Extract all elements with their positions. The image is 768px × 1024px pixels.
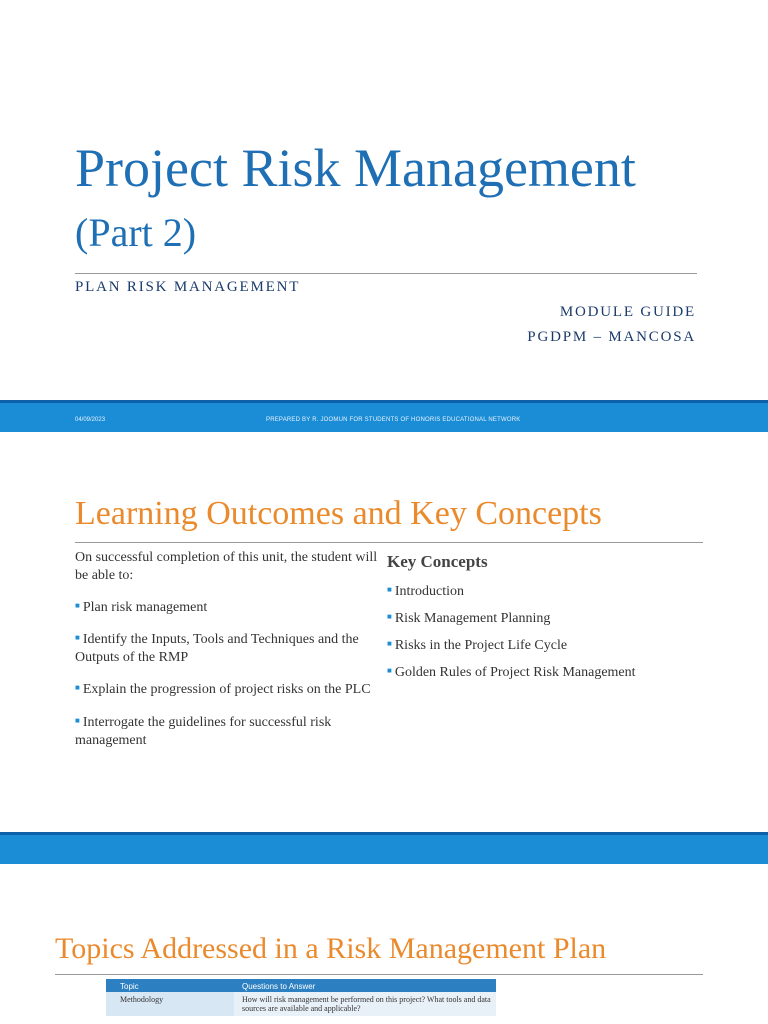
outcomes-intro: On successful completion of this unit, the student will be able to: (75, 550, 378, 583)
title-suffix: (Part 2) (75, 210, 197, 255)
table-cell-topic: Methodology (106, 992, 234, 1016)
slide2-footer-band (0, 832, 768, 864)
footer-band-edge (0, 832, 768, 835)
table-cell-question: How will risk management be performed on this project? What tools and data sources are available and applicable? (234, 992, 496, 1016)
table-header-topic: Topic (106, 979, 234, 992)
square-bullet-icon: ■ (75, 633, 80, 643)
topics-divider (55, 974, 703, 975)
square-bullet-icon: ■ (75, 715, 80, 725)
program-label: PGDPM – MANCOSA (527, 329, 696, 345)
title-main: Project Risk Management (75, 138, 636, 198)
key-concept-item: ■ Risks in the Project Life Cycle (387, 638, 568, 653)
table-row (106, 992, 496, 1016)
square-bullet-icon: ■ (387, 666, 392, 676)
outcome-item: ■ Plan risk management (75, 600, 208, 616)
footer-band-edge (0, 400, 768, 403)
slide-title-heading (75, 138, 715, 263)
table-header-questions: Questions to Answer (234, 979, 496, 992)
square-bullet-icon: ■ (387, 639, 392, 649)
outcome-item: ■ Identify the Inputs, Tools and Techniques and the Outputs of the RMP (75, 632, 359, 666)
outcomes-list (75, 599, 380, 750)
footer-text: PREPARED BY R. JOOMUN FOR STUDENTS OF HONORIS EDUCATIONAL NETWORK (266, 417, 521, 423)
table-header-row (106, 979, 496, 992)
outcomes-column (75, 549, 380, 764)
key-concept-item: ■ Introduction (387, 584, 465, 599)
key-concept-item: ■ Golden Rules of Project Risk Management (387, 665, 636, 680)
square-bullet-icon: ■ (387, 585, 392, 595)
title-divider (75, 273, 697, 274)
outcome-item: ■ Explain the progression of project risks on the PLC (75, 682, 371, 698)
topics-title: Topics Addressed in a Risk Management Plan (55, 932, 607, 965)
topics-table (106, 979, 496, 1016)
square-bullet-icon: ■ (75, 601, 80, 610)
footer-date: 04/09/2023 (75, 417, 106, 423)
square-bullet-icon: ■ (387, 612, 392, 622)
slide-subtitle: PLAN RISK MANAGEMENT (75, 279, 301, 295)
learning-outcomes-title: Learning Outcomes and Key Concepts (75, 495, 602, 532)
key-concepts-column (387, 552, 717, 692)
key-concepts-list (387, 584, 717, 681)
square-bullet-icon: ■ (75, 683, 80, 693)
outcome-item: ■ Interrogate the guidelines for successful risk management (75, 714, 332, 748)
key-concept-item: ■ Risk Management Planning (387, 611, 551, 626)
footer-band (0, 400, 768, 432)
key-concepts-heading: Key Concepts (387, 552, 488, 571)
learning-outcomes-divider (75, 542, 703, 543)
slide-learning-outcomes (0, 432, 768, 864)
slide-topics (0, 864, 768, 1024)
slide-title (0, 0, 768, 432)
module-guide-label: MODULE GUIDE (559, 304, 696, 320)
